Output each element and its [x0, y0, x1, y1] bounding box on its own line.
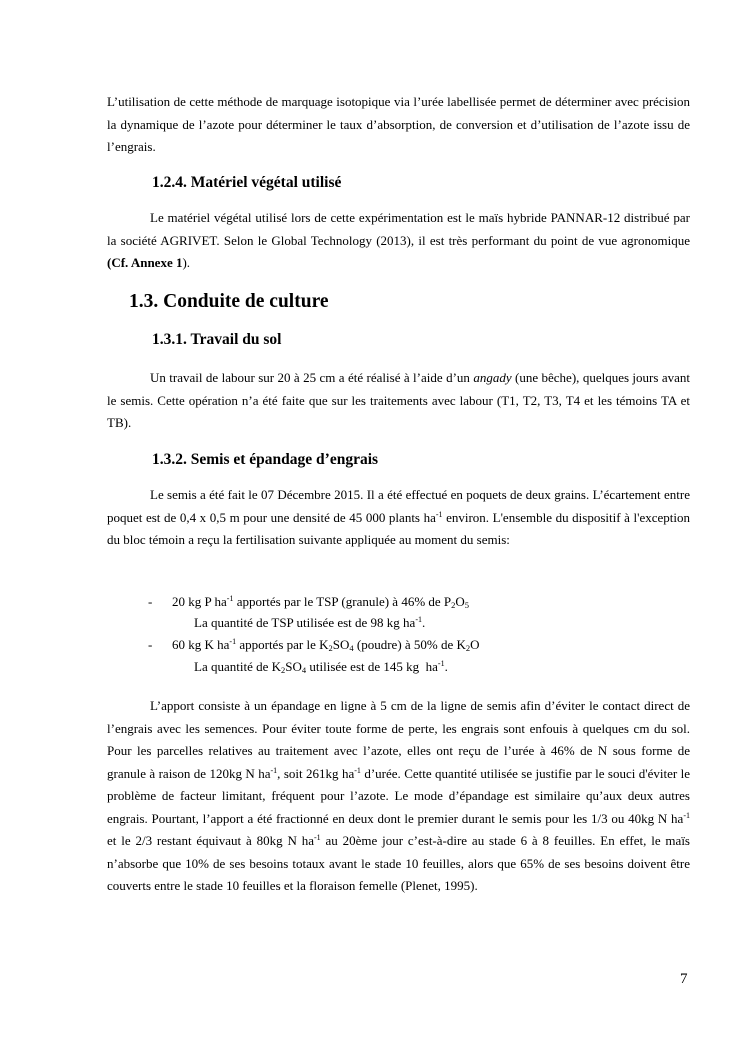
subscript: 4 [301, 665, 307, 675]
superscript: -1 [437, 659, 445, 668]
text-run: Le matériel végétal utilisé lors de cette expérimentation est le maïs hybride PANNAR-12 distribué par la société AGRIVET. Selon le Global Technology (2013), il est très performant du point de vue agronomique [107, 210, 690, 248]
text-run: au 20ème jour c’est-à-dire au stade 6 à 8 feuilles. En effet, le maïs n’absorbe que 10% de ses besoins totaux avant le stade 10 feuilles, alors que 65% de ses besoins doivent être couverts entre le stade 10 feuilles et la floraison femelle (Plenet, 1995). [107, 833, 690, 893]
paragraph-travail-du-sol [107, 367, 690, 435]
text-run: SO [332, 637, 350, 652]
text-run: utilisée est de 145 kg ha [306, 659, 438, 674]
superscript: -1 [354, 765, 361, 775]
heading-1-3-2: 1.3.2. Semis et épandage d’engrais [152, 451, 379, 468]
superscript: -1 [226, 594, 234, 603]
text-run: et le 2/3 restant équivaut à 80kg N ha [107, 833, 314, 848]
list-bullet: - [148, 594, 153, 609]
text-run: L’apport consiste à un épandage en ligne à 5 cm de la ligne de semis afin d’éviter le contact direct de l’engrais avec les semences. Pour éviter toute forme de perte, les engrais sont enfouis à quelques cm du sol. Pour les parcelles relatives au traitement avec l’azote, elles ont reçu de l’urée à 46% de N sous forme de granule à raison de 120kg N ha [107, 698, 690, 781]
text-run: O [470, 637, 480, 652]
superscript: -1 [435, 509, 443, 519]
text-run: Un travail de labour sur 20 à 25 cm a été réalisé à l’aide d’un [150, 370, 474, 385]
text-run: 20 kg P ha [172, 594, 227, 609]
text-run: d’urée. Cette quantité utilisée se justifie par le souci d'éviter le problème de facteur limitant, fréquent pour l’azote. Le mode d’épandage est similaire qu’aux deux autres engrais. Pourtant, l’apport a été fractionné en deux dont le premier durant le semis pour les 1/3 ou 40kg N ha [107, 765, 691, 826]
italic-term: angady [473, 370, 512, 385]
list-item-potassium-detail [194, 657, 448, 677]
text-run: . [444, 659, 448, 674]
list-bullet: - [148, 637, 153, 652]
text-run: . [422, 615, 426, 630]
list-item-potassium [172, 635, 480, 655]
superscript: -1 [270, 765, 278, 775]
superscript: -1 [415, 615, 422, 624]
heading-1-3-1: 1.3.1. Travail du sol [152, 331, 282, 348]
heading-1-3: 1.3. Conduite de culture [129, 291, 329, 312]
text-run: apportés par le K [236, 637, 329, 652]
text-run: (une bêche), quelques jours avant le semis. Cette opération n’a été faite que sur les traitements avec labour (T1, T2, T3, T4 et les témoins TA et TB). [107, 370, 690, 430]
annex-reference: (Cf. Annexe 1 [107, 255, 183, 270]
subscript: 2 [451, 600, 456, 610]
subscript: 2 [328, 643, 333, 653]
subscript: 4 [349, 643, 354, 653]
paragraph-materiel-vegetal [107, 207, 690, 275]
text-run: environ. L'ensemble du dispositif à l'exception du bloc témoin a reçu la fertilisation suivante appliquée au moment du semis: [107, 509, 690, 547]
text-run: (poudre) à 50% de K [353, 637, 466, 652]
text-run: La quantité de TSP utilisée est de 98 kg ha [194, 615, 416, 630]
paragraph-epandage [107, 695, 690, 898]
text-run: La quantité de K [194, 659, 281, 674]
heading-1-2-4: 1.2.4. Matériel végétal utilisé [152, 174, 342, 191]
subscript: 2 [465, 643, 471, 653]
list-item-phosphore-detail [194, 613, 425, 633]
text-run: O [455, 594, 465, 609]
intro-paragraph: L’utilisation de cette méthode de marquage isotopique via l’urée labellisée permet de déterminer avec précision la dynamique de l’azote pour déterminer le taux d’absorption, de conversion et d’utilisation de l’azote issu de l’engrais. [107, 94, 690, 154]
superscript: -1 [313, 833, 321, 842]
text-run: apportés par le TSP (granule) à 46% de P [233, 594, 452, 609]
text-run: Le semis a été fait le 07 Décembre 2015. Il a été effectué en poquets de deux grains. L’écartement entre poquet est de 0,4 x 0,5 m pour une densité de 45 000 plants ha [107, 487, 690, 525]
text-run: 60 kg K ha [172, 637, 230, 652]
subscript: 5 [464, 600, 470, 610]
text-run: SO [285, 659, 302, 674]
list-item-phosphore [172, 592, 469, 612]
subscript: 2 [281, 665, 286, 675]
page-number: 7 [680, 971, 688, 987]
superscript: -1 [683, 810, 690, 820]
superscript: -1 [229, 637, 237, 646]
paragraph-semis [107, 484, 690, 552]
text-run: , soit 261kg ha [277, 765, 355, 781]
text-run: ). [182, 255, 191, 270]
